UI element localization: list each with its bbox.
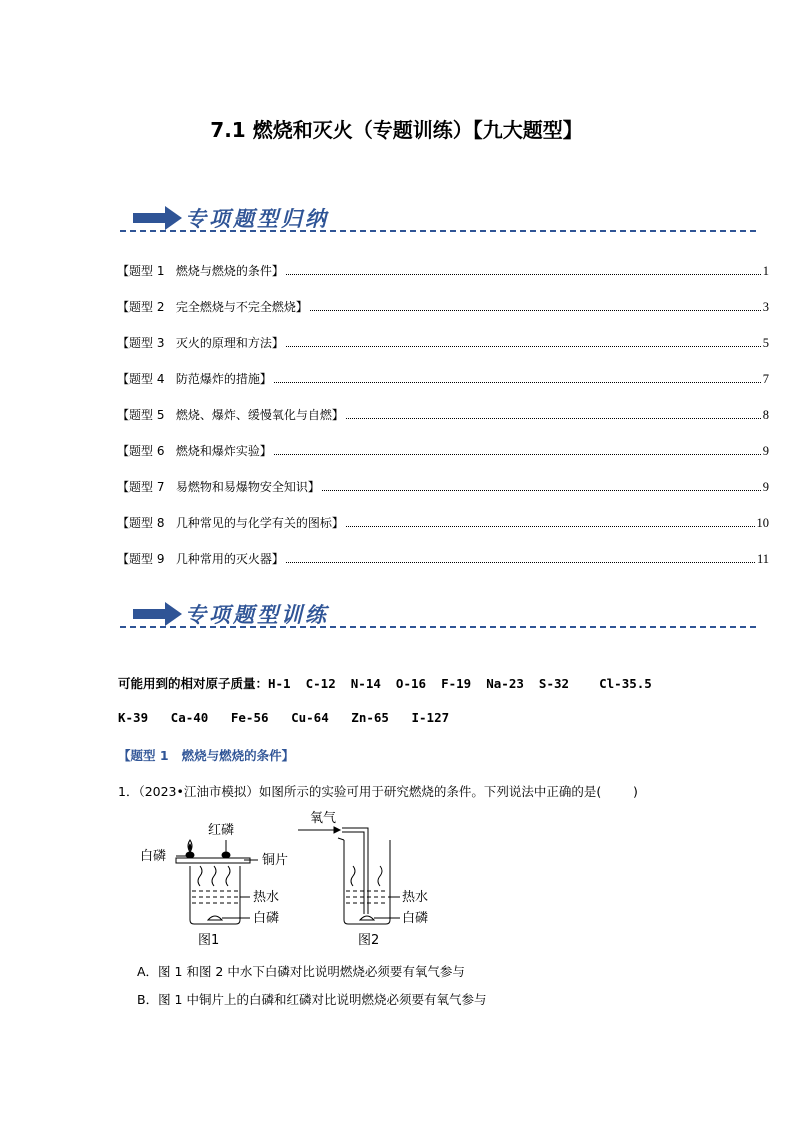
section-divider xyxy=(120,626,756,628)
atomic-mass-line-1: 可能用到的相对原子质量：H-1 C-12 N-14 O-16 F-19 Na-23 S-32 Cl-35.5 xyxy=(118,676,652,691)
leader-dots xyxy=(274,382,761,383)
toc-entry[interactable] xyxy=(117,261,769,279)
leader-dots xyxy=(286,562,755,563)
figure-1-apparatus xyxy=(176,840,258,924)
toc-entry[interactable] xyxy=(117,369,769,387)
experiment-figure xyxy=(138,808,448,950)
toc-entry-label: 【题型 8 几种常见的与化学有关的图标】 xyxy=(117,516,344,530)
toc-entry-label: 【题型 6 燃烧和爆炸实验】 xyxy=(117,444,272,458)
label-white-phosphorus-top: 白磷 xyxy=(140,849,167,864)
figure-1-labels xyxy=(140,822,288,948)
leader-dots xyxy=(286,274,761,275)
toc-entry[interactable] xyxy=(117,297,769,315)
page-title: 7.1 燃烧和灭火（专题训练）【九大题型】 xyxy=(210,118,583,142)
section-label: 专项题型训练 xyxy=(185,602,329,627)
arrow-right-icon xyxy=(133,205,183,231)
section-header-summary xyxy=(133,201,773,235)
figure-2-caption: 图2 xyxy=(358,933,380,948)
toc-entry[interactable] xyxy=(117,549,769,567)
toc-entry[interactable] xyxy=(117,333,769,351)
toc-entry-label: 【题型 9 几种常用的灭火器】 xyxy=(117,552,284,566)
option-b[interactable]: B．图 1 中铜片上的白磷和红磷对比说明燃烧必须要有氧气参与 xyxy=(137,992,487,1007)
leader-dots xyxy=(274,454,761,455)
leader-dots xyxy=(346,418,761,419)
label-hot-water: 热水 xyxy=(402,890,429,905)
toc-entry[interactable] xyxy=(117,477,769,495)
toc-entry-page: 11 xyxy=(756,552,769,566)
label-white-phosphorus: 白磷 xyxy=(402,911,429,926)
label-red-phosphorus: 红磷 xyxy=(208,823,235,838)
option-a[interactable]: A．图 1 和图 2 中水下白磷对比说明燃烧必须要有氧气参与 xyxy=(137,964,465,979)
label-copper-sheet: 铜片 xyxy=(262,853,289,868)
label-hot-water: 热水 xyxy=(253,890,280,905)
toc-entry-label: 【题型 5 燃烧、爆炸、缓慢氧化与自燃】 xyxy=(117,408,344,422)
leader-dots xyxy=(346,526,755,527)
toc-entry-page: 8 xyxy=(762,408,769,422)
toc-entry[interactable] xyxy=(117,513,769,531)
section-label: 专项题型归纳 xyxy=(185,206,329,231)
leader-dots xyxy=(322,490,761,491)
toc-entry-label: 【题型 7 易燃物和易爆物安全知识】 xyxy=(117,480,320,494)
section-divider xyxy=(120,230,756,232)
question-stem: 1．（2023•江油市模拟）如图所示的实验可用于研究燃烧的条件。下列说法中正确的是( ) xyxy=(118,784,638,799)
leader-dots xyxy=(286,346,761,347)
toc-entry-page: 9 xyxy=(762,444,769,458)
arrow-right-icon xyxy=(133,601,183,627)
toc-entry-page: 5 xyxy=(762,336,769,350)
toc-entry[interactable] xyxy=(117,405,769,423)
section-header-training xyxy=(133,597,773,631)
toc-entry-label: 【题型 3 灭火的原理和方法】 xyxy=(117,336,284,350)
atomic-mass-line-2: K-39 Ca-40 Fe-56 Cu-64 Zn-65 I-127 xyxy=(118,710,450,725)
toc-entry-label: 【题型 4 防范爆炸的措施】 xyxy=(117,372,272,386)
question-type-heading: 【题型 1 燃烧与燃烧的条件】 xyxy=(118,748,295,763)
toc-entry-page: 3 xyxy=(762,300,769,314)
toc-entry-label: 【题型 1 燃烧与燃烧的条件】 xyxy=(117,264,284,278)
toc-entry-label: 【题型 2 完全燃烧与不完全燃烧】 xyxy=(117,300,308,314)
toc-entry-page: 10 xyxy=(756,516,769,530)
toc-entry[interactable] xyxy=(117,441,769,459)
label-white-phosphorus-bottom: 白磷 xyxy=(253,911,280,926)
leader-dots xyxy=(310,310,761,311)
toc-entry-page: 7 xyxy=(762,372,769,386)
figure-2-labels xyxy=(310,811,428,948)
figure-1-caption: 图1 xyxy=(198,933,220,948)
toc-entry-page: 9 xyxy=(762,480,769,494)
toc-entry-page: 1 xyxy=(762,264,769,278)
label-oxygen: 氧气 xyxy=(310,811,337,826)
figure-2-apparatus xyxy=(298,827,400,924)
